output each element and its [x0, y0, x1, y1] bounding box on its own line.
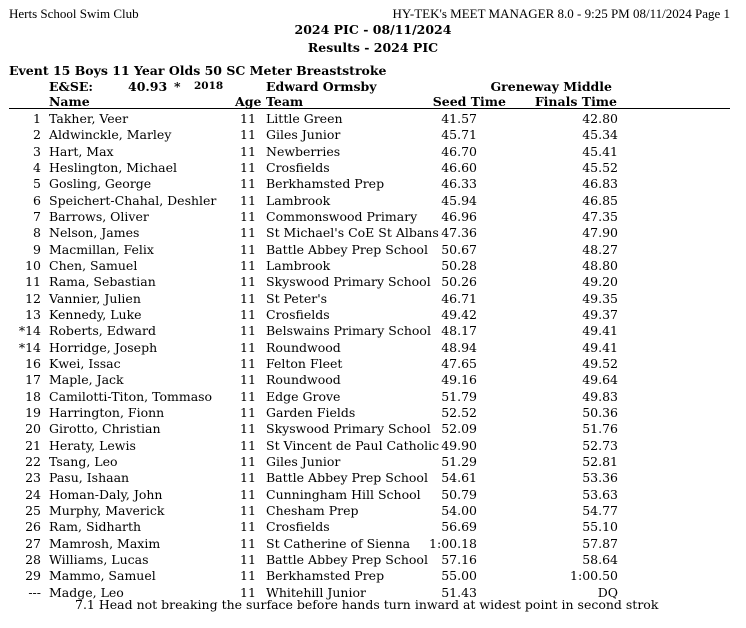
result-finals-time: 49.41 — [582, 339, 618, 355]
table-row — [0, 389, 746, 405]
result-team: Battle Abbey Prep School — [266, 470, 428, 486]
result-age: 11 — [240, 127, 256, 143]
table-row — [0, 160, 746, 176]
result-place: 25 — [25, 502, 41, 518]
result-name: Heraty, Lewis — [49, 437, 136, 453]
result-finals-time: 52.73 — [582, 437, 618, 453]
result-name: Murphy, Maverick — [49, 502, 165, 518]
result-name: Kwei, Issac — [49, 355, 121, 371]
result-finals-time: 49.83 — [582, 388, 618, 404]
club-name: Herts School Swim Club — [9, 6, 139, 21]
result-finals-time: 1:00.50 — [570, 568, 618, 584]
result-age: 11 — [240, 437, 256, 453]
table-row — [0, 307, 746, 323]
table-row — [0, 552, 746, 568]
result-age: 11 — [240, 470, 256, 486]
result-name: Barrows, Oliver — [49, 208, 149, 224]
result-name: Roberts, Edward — [49, 323, 156, 339]
result-seed-time: 47.65 — [441, 355, 477, 371]
result-age: 11 — [240, 568, 256, 584]
result-seed-time: 51.43 — [441, 584, 477, 600]
result-team: Crosfields — [266, 159, 330, 175]
table-row — [0, 242, 746, 258]
result-seed-time: 52.52 — [441, 404, 477, 420]
result-age: 11 — [240, 519, 256, 535]
result-age: 11 — [240, 486, 256, 502]
result-name: Heslington, Michael — [49, 159, 178, 175]
result-place: 2 — [33, 127, 41, 143]
result-finals-time: 49.52 — [582, 355, 618, 371]
result-finals-time: DQ — [597, 584, 618, 600]
header-divider — [9, 108, 730, 109]
result-team: Lambrook — [266, 257, 331, 273]
result-place: 19 — [25, 404, 41, 420]
result-place: 18 — [25, 388, 41, 404]
result-place: 1 — [33, 111, 41, 126]
result-finals-time: 49.37 — [582, 306, 618, 322]
result-finals-time: 47.90 — [582, 225, 618, 241]
result-age: 11 — [240, 274, 256, 290]
table-row — [0, 372, 746, 388]
result-seed-time: 54.00 — [441, 502, 477, 518]
result-finals-time: 46.85 — [582, 192, 618, 208]
record-label: E&SE: — [49, 79, 93, 94]
result-place: 7 — [33, 208, 41, 224]
result-place: *14 — [18, 323, 41, 339]
result-seed-time: 57.16 — [441, 551, 477, 567]
result-age: 11 — [240, 388, 256, 404]
result-age: 11 — [240, 176, 256, 192]
result-place: 10 — [25, 257, 41, 273]
result-place: 12 — [25, 290, 41, 306]
table-row — [0, 176, 746, 192]
result-age: 11 — [240, 290, 256, 306]
result-seed-time: 52.09 — [441, 421, 477, 437]
table-row — [0, 568, 746, 584]
result-age: 11 — [240, 502, 256, 518]
result-place: 26 — [25, 519, 41, 535]
result-age: 11 — [240, 159, 256, 175]
result-place: --- — [28, 584, 41, 600]
column-header-name: Name — [49, 94, 90, 109]
table-row — [0, 454, 746, 470]
table-row — [0, 340, 746, 356]
result-age: 11 — [240, 225, 256, 241]
result-team: Roundwood — [266, 339, 341, 355]
result-seed-time: 49.90 — [441, 437, 477, 453]
result-finals-time: 48.80 — [582, 257, 618, 273]
result-team: St Catherine of Sienna — [266, 535, 411, 551]
record-time: 40.93 — [128, 79, 168, 94]
result-place: *14 — [18, 339, 41, 355]
result-place: 29 — [25, 568, 41, 584]
result-name: Ram, Sidharth — [49, 519, 142, 535]
result-age: 11 — [240, 306, 256, 322]
table-row — [0, 323, 746, 339]
column-header-age: Age — [235, 94, 262, 109]
event-title: Event 15 Boys 11 Year Olds 50 SC Meter Breaststroke — [9, 63, 387, 78]
result-name: Mamrosh, Maxim — [49, 535, 161, 551]
meet-title: 2024 PIC - 08/11/2024 — [294, 22, 452, 37]
result-team: Roundwood — [266, 372, 341, 388]
record-flag: * — [174, 79, 181, 94]
result-team: Crosfields — [266, 306, 330, 322]
column-header-team: Team — [266, 94, 304, 109]
result-name: Speichert-Chahal, Deshler — [49, 192, 217, 208]
result-team: Lambrook — [266, 192, 331, 208]
result-age: 11 — [240, 208, 256, 224]
result-age: 11 — [240, 372, 256, 388]
result-finals-time: 58.64 — [582, 551, 618, 567]
result-name: Takher, Veer — [49, 111, 129, 126]
dq-note: 7.1 Head not breaking the surface before hands turn inward at widest point in second strok — [75, 597, 659, 612]
result-place: 6 — [33, 192, 41, 208]
record-year: 2018 — [194, 80, 224, 92]
result-name: Harrington, Fionn — [49, 404, 165, 420]
result-seed-time: 48.94 — [441, 339, 477, 355]
result-team: Giles Junior — [266, 127, 341, 143]
result-age: 11 — [240, 404, 256, 420]
result-age: 11 — [240, 241, 256, 257]
result-team: St Michael's CoE St Albans — [266, 225, 439, 241]
result-place: 21 — [25, 437, 41, 453]
result-seed-time: 55.00 — [441, 568, 477, 584]
result-name: Vannier, Julien — [49, 290, 141, 306]
result-team: Whitehill Junior — [266, 584, 366, 600]
table-row — [0, 111, 746, 127]
result-place: 28 — [25, 551, 41, 567]
result-place: 27 — [25, 535, 41, 551]
table-row — [0, 503, 746, 519]
result-finals-time: 52.81 — [582, 453, 618, 469]
result-name: Mammo, Samuel — [49, 568, 156, 584]
result-team: St Vincent de Paul Catholic — [266, 437, 440, 453]
result-seed-time: 46.96 — [441, 208, 477, 224]
result-place: 3 — [33, 143, 41, 159]
result-team: Skyswood Primary School — [266, 274, 431, 290]
result-finals-time: 57.87 — [582, 535, 618, 551]
result-place: 13 — [25, 306, 41, 322]
table-row — [0, 405, 746, 421]
record-team: Greneway Middle — [490, 79, 612, 94]
result-team: St Peter's — [266, 290, 328, 306]
result-place: 16 — [25, 355, 41, 371]
result-name: Pasu, Ishaan — [49, 470, 130, 486]
result-finals-time: 54.77 — [582, 502, 618, 518]
result-team: Commonswood Primary — [266, 208, 418, 224]
table-row — [0, 487, 746, 503]
result-name: Horridge, Joseph — [49, 339, 158, 355]
result-team: Berkhamsted Prep — [266, 568, 385, 584]
result-finals-time: 42.80 — [582, 111, 618, 126]
result-team: Garden Fields — [266, 404, 356, 420]
result-team: Berkhamsted Prep — [266, 176, 385, 192]
result-seed-time: 51.29 — [441, 453, 477, 469]
result-name: Chen, Samuel — [49, 257, 138, 273]
result-seed-time: 46.60 — [441, 159, 477, 175]
result-place: 22 — [25, 453, 41, 469]
result-finals-time: 50.36 — [582, 404, 618, 420]
result-team: Felton Fleet — [266, 355, 343, 371]
result-team: Cunningham Hill School — [266, 486, 421, 502]
result-age: 11 — [240, 339, 256, 355]
table-row — [0, 144, 746, 160]
result-name: Aldwinckle, Marley — [49, 127, 172, 143]
table-row — [0, 193, 746, 209]
result-seed-time: 56.69 — [441, 519, 477, 535]
result-finals-time: 53.36 — [582, 470, 618, 486]
result-age: 11 — [240, 257, 256, 273]
result-name: Hart, Max — [49, 143, 114, 159]
result-name: Madge, Leo — [49, 584, 124, 600]
table-row — [0, 258, 746, 274]
result-name: Nelson, James — [49, 225, 140, 241]
result-age: 11 — [240, 355, 256, 371]
result-team: Newberries — [266, 143, 341, 159]
result-team: Battle Abbey Prep School — [266, 241, 428, 257]
result-place: 4 — [33, 159, 41, 175]
result-seed-time: 50.79 — [441, 486, 477, 502]
result-finals-time: 46.83 — [582, 176, 618, 192]
result-team: Skyswood Primary School — [266, 421, 431, 437]
result-team: Edge Grove — [266, 388, 341, 404]
result-name: Homan-Daly, John — [49, 486, 163, 502]
result-place: 23 — [25, 470, 41, 486]
result-team: Giles Junior — [266, 453, 341, 469]
result-finals-time: 49.41 — [582, 323, 618, 339]
result-age: 11 — [240, 551, 256, 567]
result-seed-time: 50.67 — [441, 241, 477, 257]
column-header-finals: Finals Time — [534, 94, 617, 109]
table-row — [0, 536, 746, 552]
result-seed-time: 54.61 — [441, 470, 477, 486]
result-name: Rama, Sebastian — [49, 274, 156, 290]
result-finals-time: 49.20 — [582, 274, 618, 290]
table-row — [0, 225, 746, 241]
table-row — [0, 470, 746, 486]
result-age: 11 — [240, 535, 256, 551]
result-finals-time: 51.76 — [582, 421, 618, 437]
result-name: Maple, Jack — [49, 372, 124, 388]
result-seed-time: 45.94 — [441, 192, 477, 208]
result-team: Chesham Prep — [266, 502, 359, 518]
result-place: 8 — [33, 225, 41, 241]
result-name: Girotto, Christian — [49, 421, 161, 437]
result-finals-time: 55.10 — [582, 519, 618, 535]
result-name: Camilotti-Titon, Tommaso — [49, 388, 213, 404]
result-place: 17 — [25, 372, 41, 388]
table-row — [0, 438, 746, 454]
table-row — [0, 274, 746, 290]
table-row — [0, 291, 746, 307]
result-name: Williams, Lucas — [49, 551, 149, 567]
result-seed-time: 50.28 — [441, 257, 477, 273]
result-seed-time: 46.71 — [441, 290, 477, 306]
result-place: 9 — [33, 241, 41, 257]
table-row — [0, 127, 746, 143]
result-seed-time: 51.79 — [441, 388, 477, 404]
result-age: 11 — [240, 143, 256, 159]
result-seed-time: 46.33 — [441, 176, 477, 192]
result-place: 11 — [25, 274, 41, 290]
result-name: Gosling, George — [49, 176, 152, 192]
result-name: Tsang, Leo — [49, 453, 118, 469]
result-place: 20 — [25, 421, 41, 437]
result-seed-time: 48.17 — [441, 323, 477, 339]
table-row — [0, 421, 746, 437]
result-seed-time: 1:00.18 — [429, 535, 477, 551]
record-holder: Edward Ormsby — [266, 79, 377, 94]
result-team: Battle Abbey Prep School — [266, 551, 428, 567]
result-team: Belswains Primary School — [266, 323, 431, 339]
result-seed-time: 41.57 — [441, 111, 477, 126]
result-team: Crosfields — [266, 519, 330, 535]
result-finals-time: 48.27 — [582, 241, 618, 257]
table-row — [0, 519, 746, 535]
result-seed-time: 45.71 — [441, 127, 477, 143]
result-finals-time: 45.41 — [582, 143, 618, 159]
table-row — [0, 356, 746, 372]
result-seed-time: 47.36 — [441, 225, 477, 241]
result-seed-time: 50.26 — [441, 274, 477, 290]
result-finals-time: 49.35 — [582, 290, 618, 306]
result-age: 11 — [240, 421, 256, 437]
result-seed-time: 46.70 — [441, 143, 477, 159]
result-finals-time: 47.35 — [582, 208, 618, 224]
results-title: Results - 2024 PIC — [307, 40, 439, 55]
result-team: Little Green — [266, 111, 343, 126]
result-finals-time: 49.64 — [582, 372, 618, 388]
result-finals-time: 45.52 — [582, 159, 618, 175]
result-seed-time: 49.16 — [441, 372, 477, 388]
result-age: 11 — [240, 584, 256, 600]
result-place: 24 — [25, 486, 41, 502]
column-header-seed: Seed Time — [432, 94, 506, 109]
result-finals-time: 45.34 — [582, 127, 618, 143]
result-finals-time: 53.63 — [582, 486, 618, 502]
result-place: 5 — [33, 176, 41, 192]
result-name: Kennedy, Luke — [49, 306, 142, 322]
result-age: 11 — [240, 192, 256, 208]
result-age: 11 — [240, 111, 256, 126]
result-age: 11 — [240, 453, 256, 469]
result-name: Macmillan, Felix — [49, 241, 154, 257]
result-seed-time: 49.42 — [441, 306, 477, 322]
result-age: 11 — [240, 323, 256, 339]
software-timestamp: HY-TEK's MEET MANAGER 8.0 - 9:25 PM 08/11/2024 Page 1 — [392, 6, 730, 21]
table-row — [0, 209, 746, 225]
